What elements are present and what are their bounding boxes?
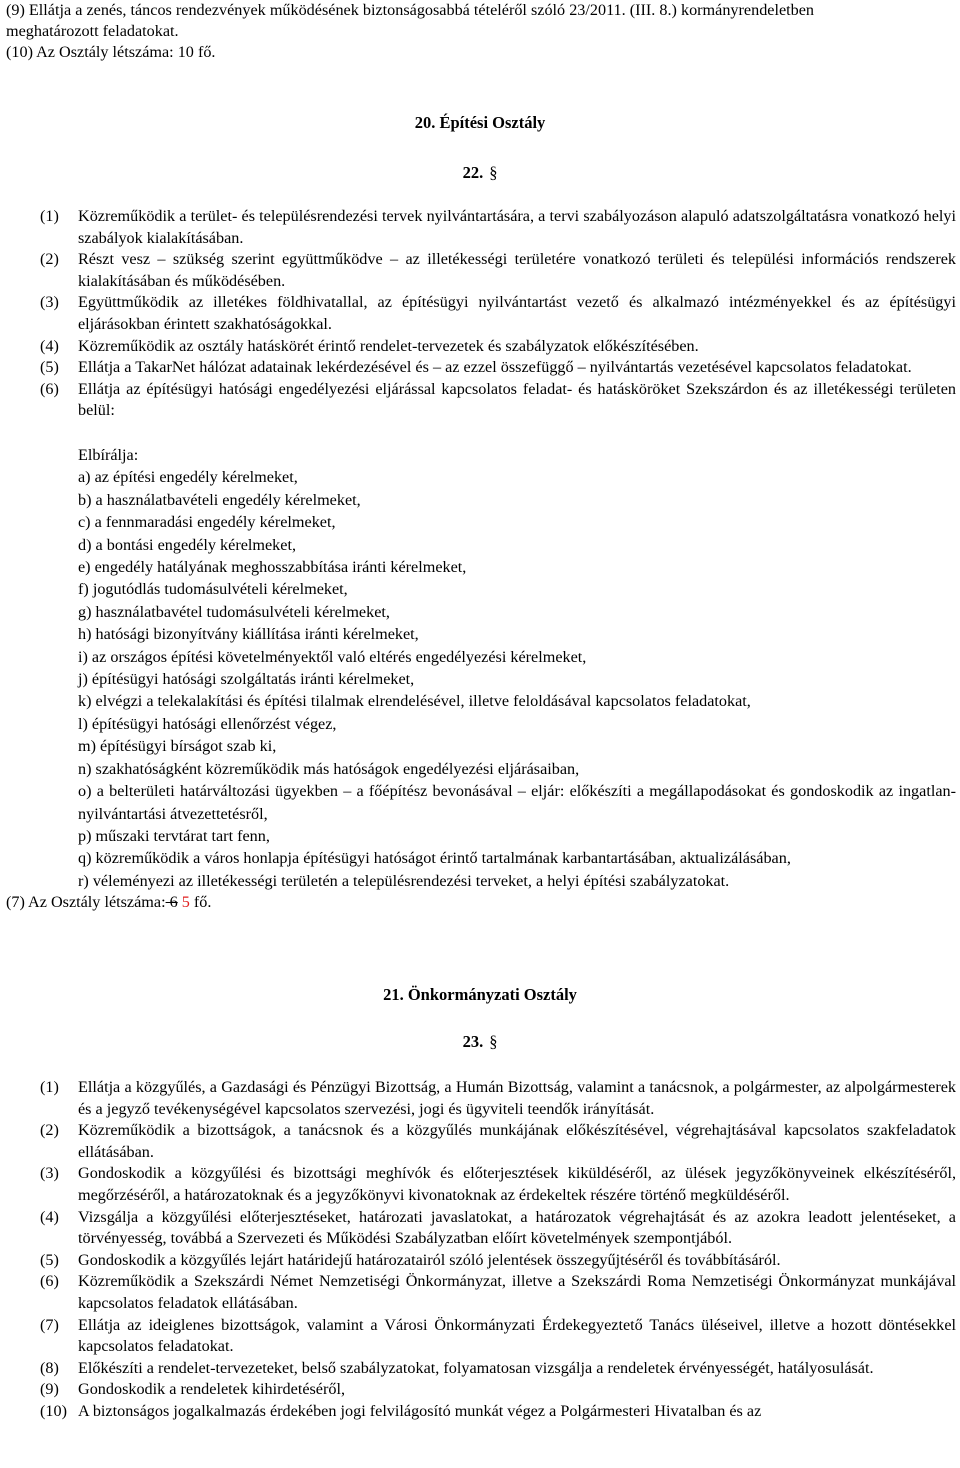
sublist-item: k) elvégzi a telekalakítási és építési tilalmak elrendelésével, illetve feloldásával kapcsolatos feladatokat,: [78, 692, 751, 711]
section-21-items: [40, 1077, 956, 1423]
sublist-item: n) szakhatóságként közreműködik más hatóságok engedélyezési eljárásaiban,: [78, 759, 580, 778]
staff-count-new: 5: [177, 893, 190, 911]
list-item: (1) Közreműködik a terület- és településrendezési tervek nyilvántartására, a tervi szabályozáson alapuló adatszolgáltatásra vonatkozó helyi szabályok kialakításában.: [40, 207, 956, 247]
section-20-items: [40, 206, 956, 422]
list-item: (4) Közreműködik az osztály hatáskörét érintő rendelet-tervezetek és szabályzatok előkészítésében.: [40, 336, 699, 355]
section-sign: §: [489, 163, 498, 182]
sublist-item: q) közreműködik a város honlapja építésügyi hatóságot érintő tartalmának karbantartásában, aktualizálásában,: [78, 849, 791, 868]
sublist-item: r) véleményezi az illetékességi területén a településrendezési terveket, a helyi építési szabályzatokat.: [78, 871, 730, 890]
intro-line-1: (9) Ellátja a zenés, táncos rendezvények működésének biztonságosabbá tételéről szóló 23/2011. (III. 8.) kormányrendeletben: [6, 1, 815, 19]
staff-count-prefix: (7) Az Osztály létszáma:: [6, 893, 166, 911]
sublist-item: i) az országos építési követelményektől való eltérés engedélyezési kérelmeket,: [78, 647, 587, 666]
sublist-item: b) a használatbavételi engedély kérelmeket,: [78, 490, 361, 509]
sublist-item: a) az építési engedély kérelmeket,: [78, 468, 298, 487]
list-item: (9) Gondoskodik a rendeletek kihirdetéséről,: [40, 1380, 346, 1399]
list-item: (2) Közreműködik a bizottságok, a tanácsnok és a közgyűlés munkájának előkészítésével, végrehajtásával kapcsolatos szakfeladatok ellátásában.: [40, 1121, 956, 1161]
section-21-title: 21. Önkormányzati Osztály: [383, 985, 577, 1004]
list-item: (5) Ellátja a TakarNet hálózat adatainak lekérdezésével és – az ezzel összefüggő – nyilvántartás vezetésével kapcsolatos feladatokat.: [40, 358, 912, 377]
sublist-item: l) építésügyi hatósági ellenőrzést végez,: [78, 714, 337, 733]
section-22-heading: [0, 163, 960, 183]
sublist-item: g) használatbavétel tudomásulvételi kérelmeket,: [78, 602, 390, 621]
sublist-item: c) a fennmaradási engedély kérelmeket,: [78, 513, 336, 532]
intro-line-2: meghatározott feladatokat.: [6, 22, 179, 40]
sublist-intro: Elbírálja:: [78, 446, 139, 464]
list-item: (3) Együttműködik az illetékes földhivatallal, az építésügyi nyilvántartást vezető és alkalmazó intézményekkel és az építésügyi eljárásokban érintett szakhatóságokkal.: [40, 293, 956, 333]
list-item: (6) Ellátja az építésügyi hatósági engedélyezési eljárással kapcsolatos feladat- és hatásköröket Szekszárdon és az illetékességi területen belül:: [40, 379, 956, 420]
list-item: (2) Részt vesz – szükség szerint együttműködve – az illetékességi területére vonatkozó területi és települési információs rendszerek kialakításában és működésében.: [40, 250, 956, 290]
list-item: (1) Ellátja a közgyűlés, a Gazdasági és Pénzügyi Bizottság, a Humán Bizottság, valamint a tanácsnok, a polgármester, az alpolgármesterek és a jegyző tevékenységével kapcsolatos szervezési, jogi és ügyviteli teendők irányítását.: [40, 1078, 956, 1118]
staff-count-line: [6, 892, 211, 913]
list-item: (5) Gondoskodik a közgyűlés lejárt határidejű határozatairól szóló jelentések összegyűjtéséről és továbbításáról.: [40, 1250, 781, 1269]
staff-count-suffix: fő.: [189, 893, 212, 911]
list-item: (3) Gondoskodik a közgyűlési és bizottsági meghívók és előterjesztések kiküldéséről, az ülések jegyzőkönyveinek elkészítéséről, megőrzéséről, a határozatoknak és a jegyzőkönyvi kivonatoknak az érdekeltek részére történő megküldéséről.: [40, 1164, 956, 1204]
section-sign: §: [489, 1032, 498, 1051]
staff-count-old: 6: [165, 893, 178, 911]
list-item: (6) Közreműködik a Szekszárdi Német Nemzetiségi Önkormányzat, illetve a Szekszárdi Roma Nemzetiségi Önkormányzat munkájával kapcsolatos feladatok ellátásában.: [40, 1272, 956, 1312]
list-item: (10) A biztonságos jogalkalmazás érdekében jogi felvilágosító munkát végez a Polgármesteri Hivatalban és az: [40, 1401, 762, 1420]
sublist-item: f) jogutódlás tudomásulvételi kérelmeket,: [78, 580, 348, 599]
list-item: (7) Ellátja az ideiglenes bizottságok, valamint a Városi Önkormányzati Érdekegyeztető Tanács üléseivel, illetve a hozott döntésekkel kapcsolatos feladatokat.: [40, 1315, 956, 1356]
sublist-item: j) építésügyi hatósági szolgáltatás iránti kérelmeket,: [78, 670, 415, 689]
section-20-title: 20. Építési Osztály: [414, 113, 546, 132]
section-23-heading: [0, 1032, 960, 1052]
sublist-item: p) műszaki tervtárat tart fenn,: [78, 826, 270, 845]
paragraph-number: 22.: [462, 163, 484, 182]
paragraph-number: 23.: [462, 1032, 484, 1051]
list-item: (4) Vizsgálja a közgyűlési előterjesztéseket, határozati javaslatokat, a határozatok végrehajtását és az azokra leadott jelentéseket, a törvényesség, továbbá a Szervezeti és Működési Szabályzatban előírt követelmények szempontjából.: [40, 1207, 956, 1248]
intro-line-3: (10) Az Osztály létszáma: 10 fő.: [6, 43, 216, 61]
permit-sublist: [78, 444, 956, 892]
sublist-item: o) a belterületi határváltozási ügyekben – a főépítész bevonásával – eljár: előkészíti a megállapodásokat és gondoskodik az ingatlan-nyilvántartási átvezettetésről,: [78, 782, 956, 823]
sublist-item: d) a bontási engedély kérelmeket,: [78, 535, 296, 554]
list-item: (8) Előkészíti a rendelet-tervezeteket, belső szabályzatokat, folyamatosan vizsgálja a rendeletek érvényességét, hatályosulását.: [40, 1358, 874, 1377]
sublist-item: m) építésügyi bírságot szab ki,: [78, 737, 277, 756]
intro-block: [6, 0, 958, 63]
sublist-item: h) hatósági bizonyítvány kiállítása iránti kérelmeket,: [78, 625, 419, 644]
sublist-item: e) engedély hatályának meghosszabbítása iránti kérelmeket,: [78, 558, 467, 577]
